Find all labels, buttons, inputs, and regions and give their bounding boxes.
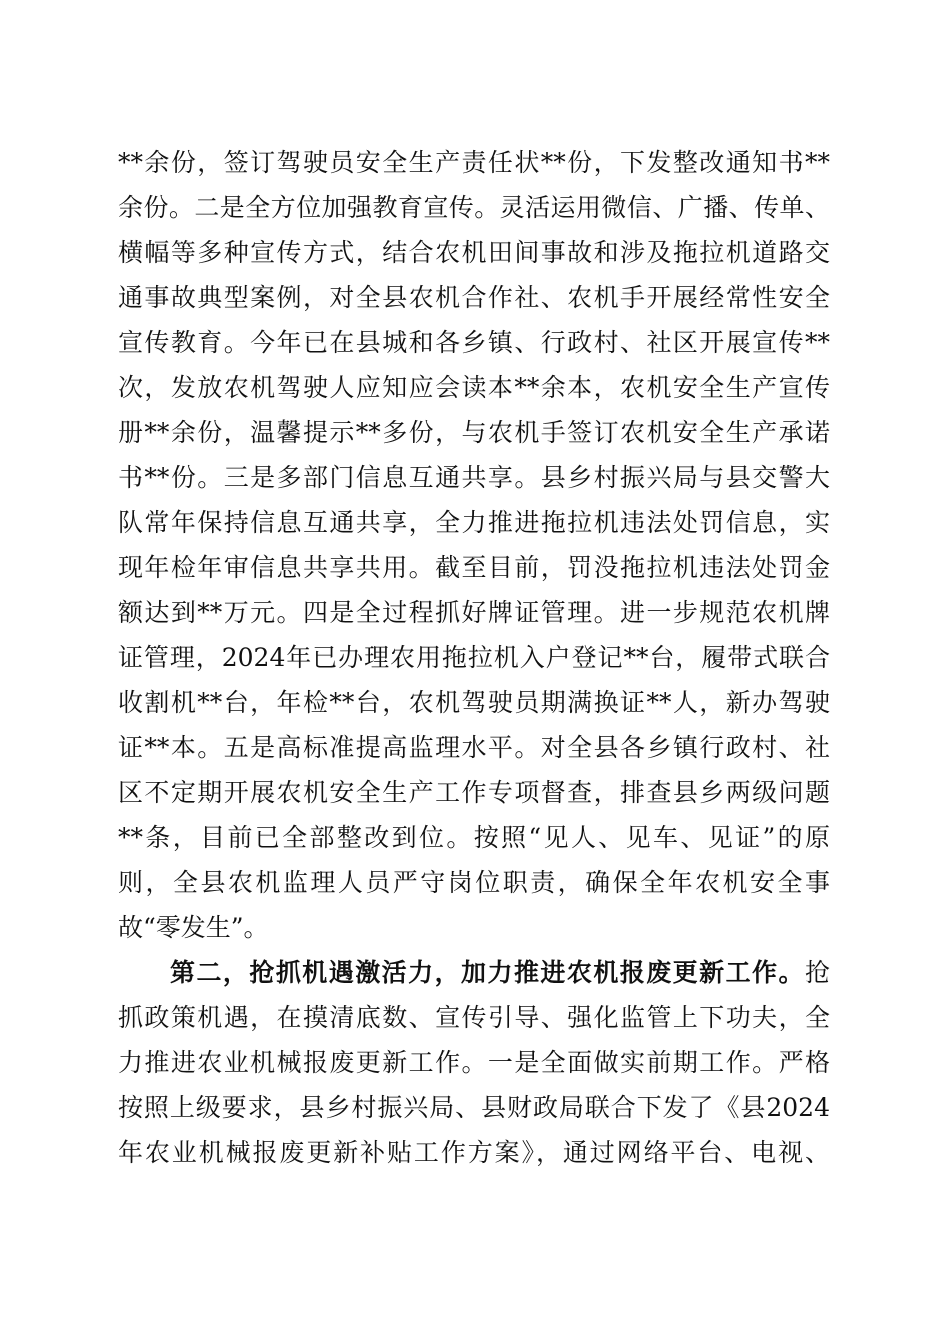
paragraph-line: 则，全县农机监理人员严守岗位职责，确保全年农机安全事 (118, 868, 830, 897)
paragraph-line: 书**份。三是多部门信息互通共享。县乡村振兴局与县交警大 (118, 463, 830, 492)
paragraph-line: 区不定期开展农机安全生产工作专项督查，排查县乡两级问题 (118, 778, 830, 807)
paragraph-line: 年农业机械报废更新补贴工作方案》，通过网络平台、电视、 (118, 1138, 830, 1167)
paragraph-line: 册**余份，温馨提示**多份，与农机手签订农机安全生产承诺 (118, 418, 830, 447)
paragraph-line: 收割机**台，年检**台，农机驾驶员期满换证**人，新办驾驶 (118, 688, 830, 717)
paragraph-line: 宣传教育。今年已在县城和各乡镇、行政村、社区开展宣传** (118, 328, 830, 357)
paragraph-line: 次，发放农机驾驶人应知应会读本**余本，农机安全生产宣传 (118, 373, 830, 402)
paragraph-line: 按照上级要求，县乡村振兴局、县财政局联合下发了《县2024 (118, 1093, 830, 1122)
paragraph-line: 故“零发生”。 (118, 913, 269, 942)
paragraph-line: **余份，签订驾驶员安全生产责任状**份，下发整改通知书** (118, 148, 830, 177)
paragraph-line: 队常年保持信息互通共享，全力推进拖拉机违法处罚信息，实 (118, 508, 830, 537)
paragraph-line: 抓政策机遇，在摸清底数、宣传引导、强化监管上下功夫，全 (118, 1003, 830, 1032)
paragraph-line: 证管理，2024年已办理农用拖拉机入户登记**台，履带式联合 (118, 643, 830, 672)
paragraph-line: 余份。二是全方位加强教育宣传。灵活运用微信、广播、传单、 (118, 193, 830, 222)
paragraph-line: 力推进农业机械报废更新工作。一是全面做实前期工作。严格 (118, 1048, 830, 1077)
paragraph-line: 通事故典型案例，对全县农机合作社、农机手开展经常性安全 (118, 283, 830, 312)
paragraph-line: 证**本。五是高标准提高监理水平。对全县各乡镇行政村、社 (118, 733, 830, 762)
paragraph-line: 横幅等多种宣传方式，结合农机田间事故和涉及拖拉机道路交 (118, 238, 830, 267)
paragraph-line: 现年检年审信息共享共用。截至目前，罚没拖拉机违法处罚金 (118, 553, 830, 582)
paragraph-line: 额达到**万元。四是全过程抓好牌证管理。进一步规范农机牌 (118, 598, 830, 627)
heading-line-text: 抢 (804, 958, 830, 987)
paragraph-line: **条，目前已全部整改到位。按照“见人、见车、见证”的原 (118, 823, 830, 852)
section-heading: 第二，抢抓机遇激活力，加力推进农机报废更新工作。 (170, 958, 805, 987)
section-heading-line (170, 953, 830, 993)
